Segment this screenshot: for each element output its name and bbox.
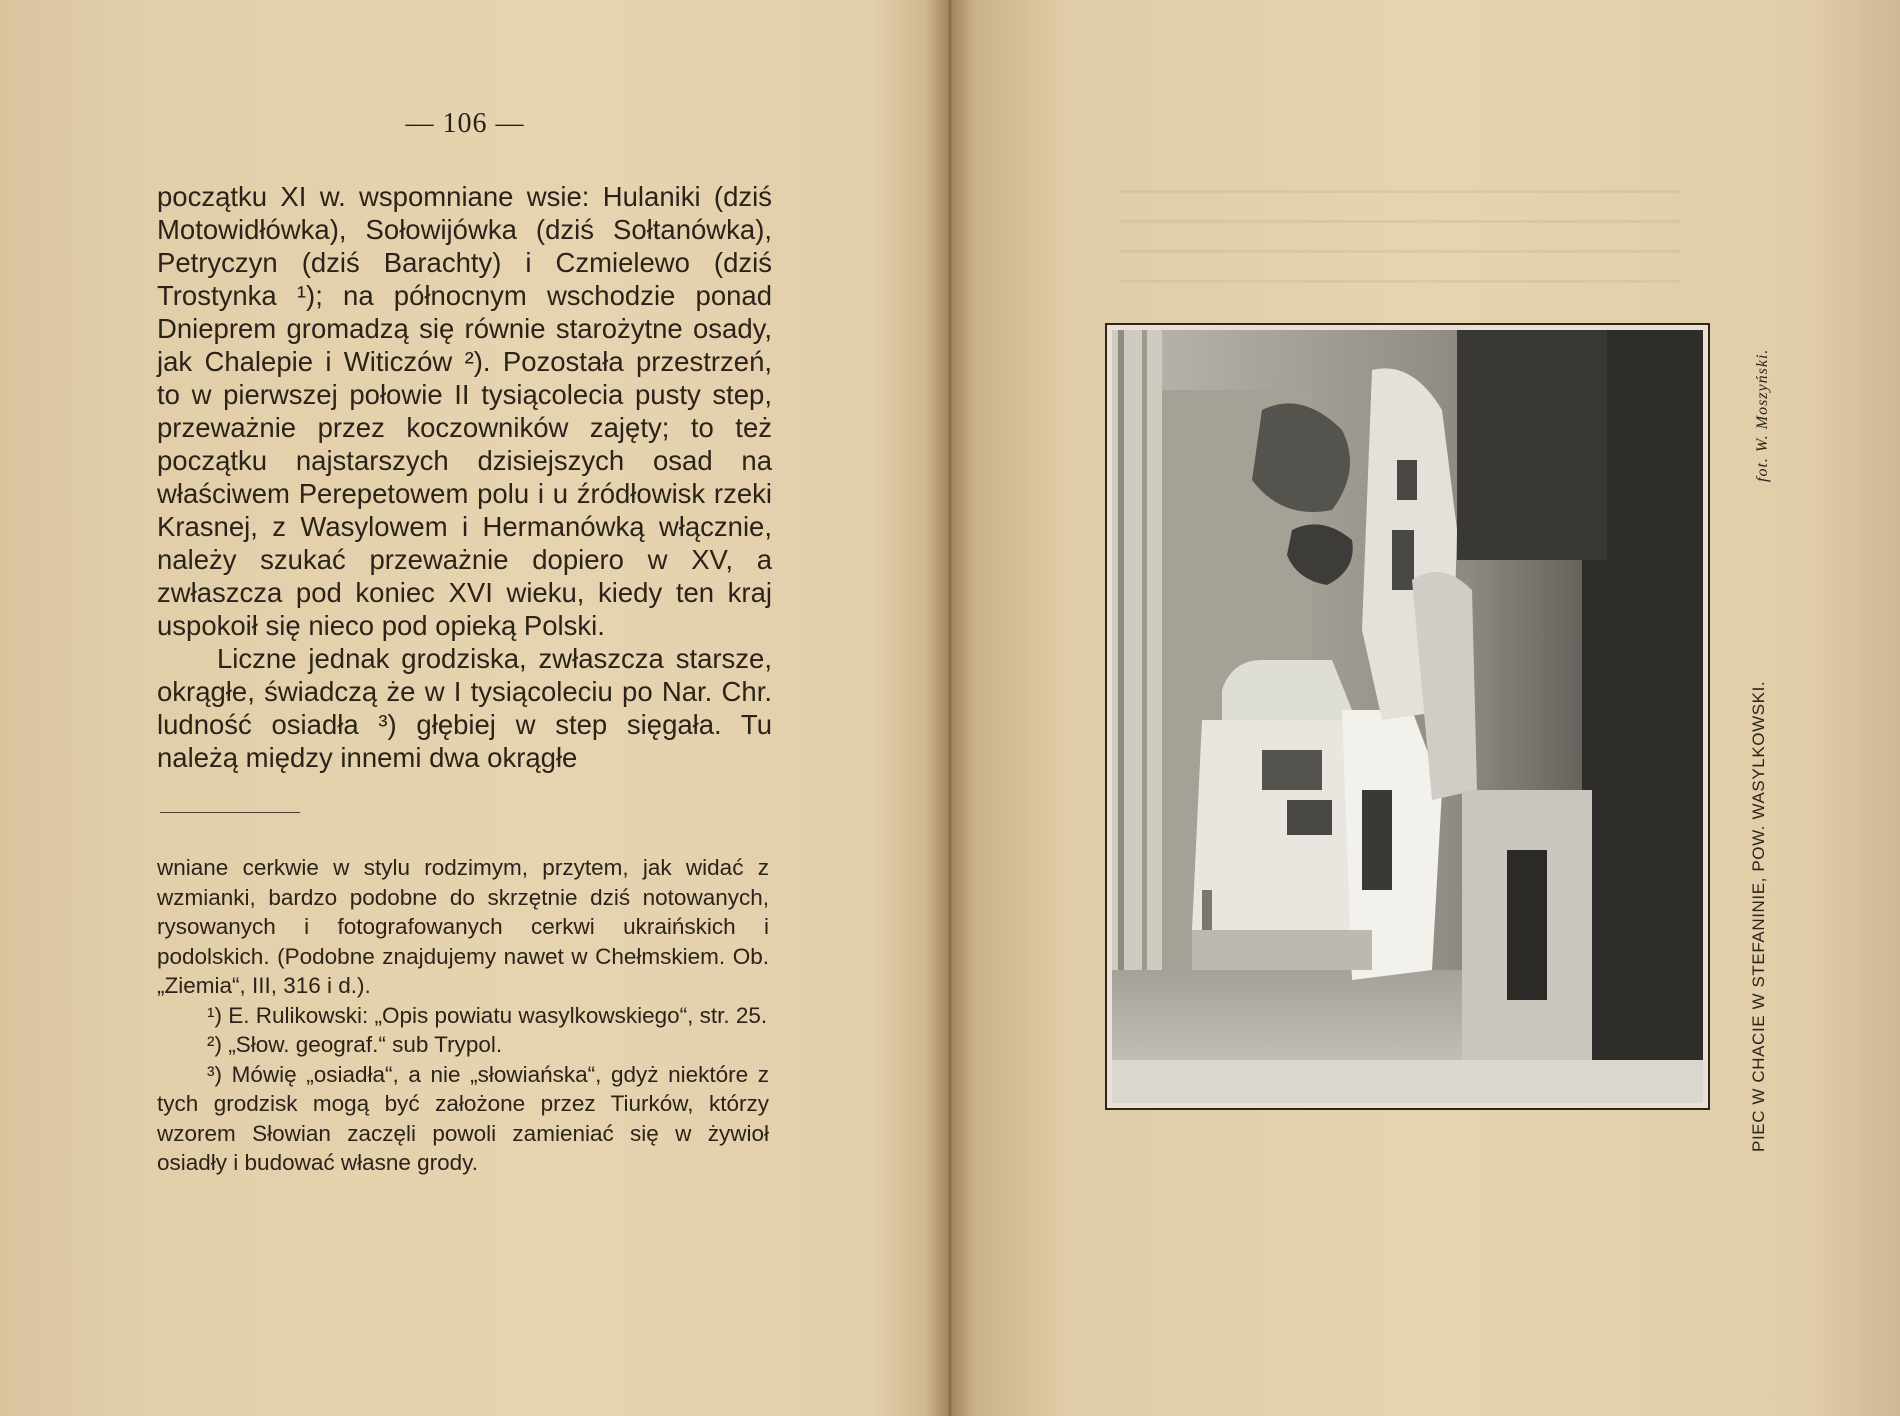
main-text bbox=[157, 180, 772, 774]
stove-photo-illustration bbox=[1112, 330, 1703, 1103]
footnotes bbox=[157, 853, 769, 1178]
bleed-through-text bbox=[1120, 190, 1680, 300]
footnote-divider bbox=[160, 812, 300, 813]
photo-caption: PIEC W CHACIE W STEFANINIE, POW. WASYLKOWSKI. bbox=[1749, 680, 1768, 1152]
footnote: ²) „Słow. geograf.“ sub Trypol. bbox=[207, 1032, 503, 1057]
photograph-frame bbox=[1105, 323, 1710, 1110]
stove-photograph bbox=[1112, 330, 1703, 1103]
left-page bbox=[0, 0, 940, 1416]
footnote: ³) Mówię „osiadła“, a nie „słowiańska“, gdyż niektóre z tych grodzisk mogą być założone przez Tiurków, którzy wzorem Słowian zaczęli powoli zamieniać się w żywioł osiadły i budować własne grody. bbox=[157, 1061, 769, 1175]
paragraph: Liczne jednak grodziska, zwłaszcza starsze, okrągłe, świadczą że w I tysiącoleciu po Nar. Chr. ludność osiadła ³) głębiej w step sięgała. Tu należą między innemi dwa okrągłe bbox=[157, 643, 772, 773]
footnote-continuation: wniane cerkwie w stylu rodzimym, przytem, jak widać z wzmianki, bardzo podobne do skrzętnie dziś notowanych, rysowanych i fotografowanych cerkwi ukraińskich i podolskich. (Podobne znajdujemy nawet w Chełmskiem. Ob. „Ziemia“, III, 316 i d.). bbox=[157, 855, 769, 998]
paragraph: początku XI w. wspomniane wsie: Hulaniki (dziś Motowidłówka), Sołowijówka (dziś Sołtanówka), Petryczyn (dziś Barachty) i Czmielewo (dziś Trostynka ¹); na północnym wschodzie ponad Dnieprem gromadzą się równie starożytne osady, jak Chalepie i Witiczów ²). Pozostała przestrzeń, to w pierwszej połowie II tysiącolecia pusty step, przeważnie przez koczowników zajęty; to też początku najstarszych dzisiejszych osad na właściwem Perepetowem polu i u źródłowisk rzeki Krasnej, z Wasylowem i Hermanówką włącznie, należy szukać przeważnie dopiero w XV, a zwłaszcza pod koniec XVI wieku, kiedy ten kraj uspokoił się nieco pod opieką Polski. bbox=[157, 181, 772, 641]
footnote: ¹) E. Rulikowski: „Opis powiatu wasylkowskiego“, str. 25. bbox=[207, 1002, 768, 1028]
photo-credit: fot. W. Moszyński. bbox=[1754, 348, 1771, 482]
page-number: — 106 — bbox=[405, 108, 525, 139]
